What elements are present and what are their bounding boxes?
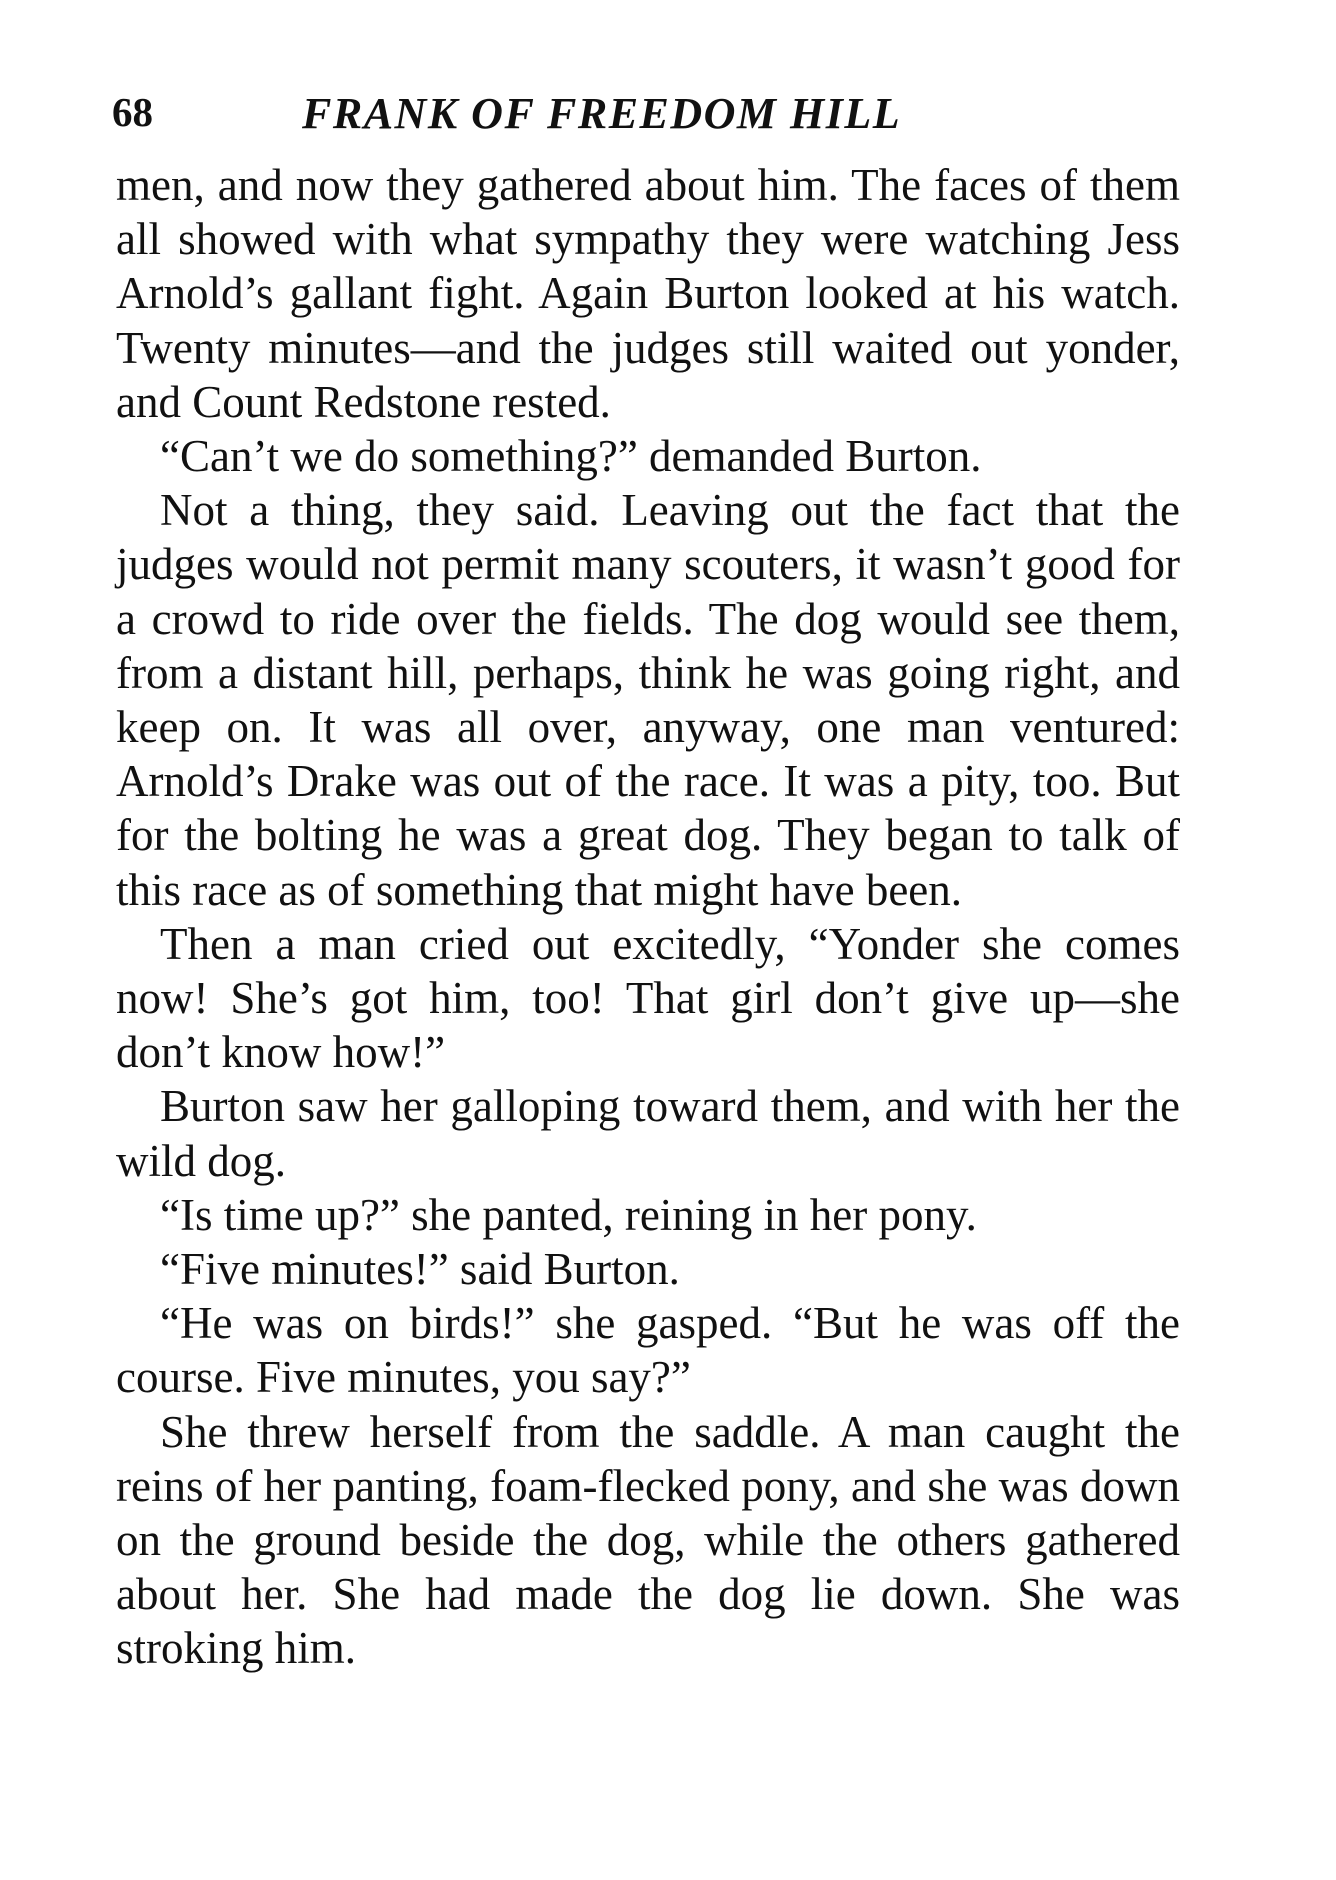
- paragraph: “Five minutes!” said Burton.: [160, 1244, 680, 1295]
- running-title: FRANK OF FREEDOM HILL: [302, 89, 902, 138]
- paragraph: “Can’t we do something?” demanded Burton.: [160, 431, 982, 482]
- paragraph: men, and now they gathered about him. The faces of them all showed with what sympathy they were watching Jess Arnold’s gallant fight. Again Burton looked at his watch. Twenty minutes—and the judges still waited out yonder, and Count Redstone rested.: [116, 160, 1180, 427]
- paragraph: “He was on birds!” she gasped. “But he was off the course. Five minutes, you say?”: [116, 1298, 1180, 1403]
- paragraph: “Is time up?” she panted, reining in her pony.: [160, 1189, 977, 1240]
- paragraph: Burton saw her galloping toward them, and with her the wild dog.: [116, 1081, 1180, 1186]
- paragraph: Not a thing, they said. Leaving out the fact that the judges would not permit many scouters, it wasn’t good for a crowd to ride over the fields. The dog would see them, from a distant hill, perhaps, think he was going right, and keep on. It was all over, anyway, one man ventured: Arnold’s Drake was out of the race. It was a pity, too. But for the bolting he was a great dog. They began to talk of this race as of something that might have been.: [116, 485, 1180, 915]
- page-header: [112, 88, 982, 148]
- page-number: 68: [112, 89, 153, 135]
- body-text: [116, 158, 1180, 1676]
- paragraph: She threw herself from the saddle. A man caught the reins of her panting, foam-flecked pony, and she was down on the ground beside the dog, while the others gathered about her. She had made the dog lie down. She was stroking him.: [116, 1406, 1180, 1674]
- paragraph: Then a man cried out excitedly, “Yonder she comes now! She’s got him, too! That girl don’t give up—she don’t know how!”: [116, 918, 1180, 1078]
